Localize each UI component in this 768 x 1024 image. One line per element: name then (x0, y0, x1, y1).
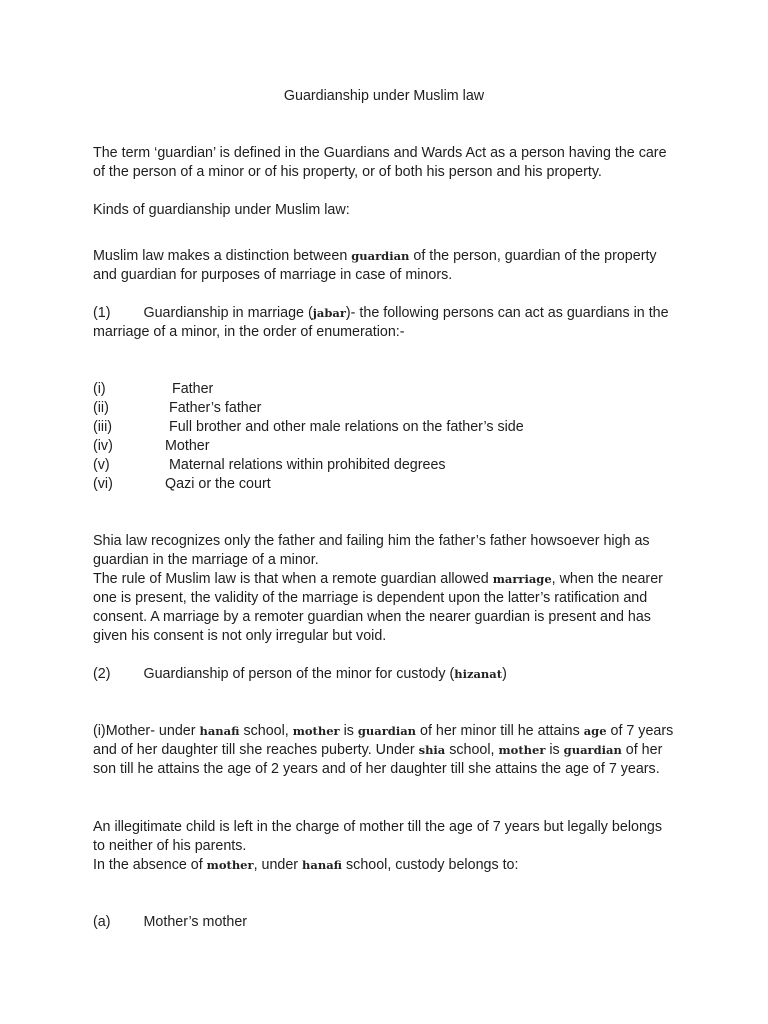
rule-line-1 (93, 570, 663, 589)
text-segment: In the absence of (93, 857, 207, 873)
text-segment: ) (502, 666, 507, 682)
document-title: Guardianship under Muslim law (283, 88, 485, 104)
text-segment: Guardianship in marriage ( (143, 305, 313, 321)
term-marriage: marriage (492, 572, 552, 586)
term-guardian: guardian (351, 249, 410, 263)
term-jabar: jabar (312, 306, 346, 320)
list-item-number: (v) (93, 457, 110, 473)
list-item-label: Father (172, 381, 214, 397)
kinds-heading: Kinds of guardianship under Muslim law: (93, 202, 350, 218)
intro-line-1: The term ‘guardian’ is defined in the Guardians and Wards Act as a person having the care (93, 145, 667, 161)
illegitimate-line-2: to neither of his parents. (93, 838, 247, 854)
distinction-line-1 (93, 247, 657, 266)
text-segment: school, (445, 742, 499, 758)
list-item-label: Maternal relations within prohibited degrees (169, 457, 446, 473)
term-mother: mother (292, 724, 340, 738)
mother-line-1 (93, 722, 673, 741)
rule-line-3: consent. A marriage by a remoter guardian when the nearer guardian is present and has (93, 609, 651, 625)
mother-line-3: son till he attains the age of 2 years and of her daughter till she attains the age of 7 years. (93, 761, 660, 777)
list-item-label: Qazi or the court (165, 476, 271, 492)
text-segment: school, custody belongs to: (342, 857, 519, 873)
term-hanafi: hanafi (199, 724, 240, 738)
text-segment: )- the following persons can act as guardians in the (345, 305, 669, 321)
section-2-number: (2) (93, 666, 111, 682)
text-segment: (i)Mother- under (93, 723, 200, 739)
list-item (93, 380, 213, 399)
rule-line-2: one is present, the validity of the marriage is dependent upon the latter’s ratification and (93, 590, 648, 606)
text-segment: of her (621, 742, 663, 758)
text-segment: of her minor till he attains (416, 723, 584, 739)
section-1-heading (93, 304, 669, 323)
section-2-heading (93, 665, 507, 684)
text-segment: school, (239, 723, 293, 739)
list-item-label: Mother’s mother (143, 914, 248, 930)
text-segment: of 7 years (606, 723, 674, 739)
list-item-label: Full brother and other male relations on the father’s side (169, 419, 524, 435)
term-mother: mother (498, 743, 546, 757)
term-age: age (583, 724, 607, 738)
term-guardian: guardian (563, 743, 622, 757)
list-item-number: (i) (93, 381, 106, 397)
term-mother: mother (206, 858, 254, 872)
text-segment: is (545, 742, 564, 758)
rule-line-4: given his consent is not only irregular but void. (93, 628, 387, 644)
shia-line-2: guardian in the marriage of a minor. (93, 552, 319, 568)
term-hizanat: hizanat (454, 667, 503, 681)
list-item (93, 456, 446, 475)
section-1-number: (1) (93, 305, 111, 321)
text-segment: The rule of Muslim law is that when a remote guardian allowed (93, 571, 493, 587)
term-hanafi: hanafi (302, 858, 343, 872)
shia-line-1: Shia law recognizes only the father and failing him the father’s father howsoever high as (93, 533, 650, 549)
list-item-number: (iii) (93, 419, 113, 435)
text-segment: , under (253, 857, 303, 873)
intro-line-2: of the person of a minor or of his property, or of both his person and his property. (93, 164, 602, 180)
section-1-line-2: marriage of a minor, in the order of enumeration:- (93, 324, 405, 340)
list-item (93, 437, 210, 456)
text-segment: of the person, guardian of the property (409, 248, 657, 264)
term-shia: shia (418, 743, 446, 757)
mother-line-2 (93, 741, 662, 760)
term-guardian: guardian (357, 724, 417, 738)
list-item-label: Father’s father (169, 400, 262, 416)
list-item-number: (iv) (93, 438, 113, 454)
list-item-number: (ii) (93, 400, 109, 416)
list-item-label: Mother (165, 438, 210, 454)
list-item (93, 399, 261, 418)
text-segment: Muslim law makes a distinction between (93, 248, 352, 264)
text-segment: is (339, 723, 358, 739)
text-segment: , when the nearer (551, 571, 663, 587)
list-item-number: (vi) (93, 476, 113, 492)
list-item (93, 418, 524, 437)
list-item (93, 913, 247, 932)
list-item-number: (a) (93, 914, 111, 930)
text-segment: Guardianship of person of the minor for custody ( (143, 666, 455, 682)
distinction-line-2: and guardian for purposes of marriage in case of minors. (93, 267, 453, 283)
text-segment: and of her daughter till she reaches puberty. Under (93, 742, 419, 758)
list-item (93, 475, 271, 494)
illegitimate-line-1: An illegitimate child is left in the charge of mother till the age of 7 years but legally belongs (93, 819, 663, 835)
absence-line (93, 856, 518, 875)
